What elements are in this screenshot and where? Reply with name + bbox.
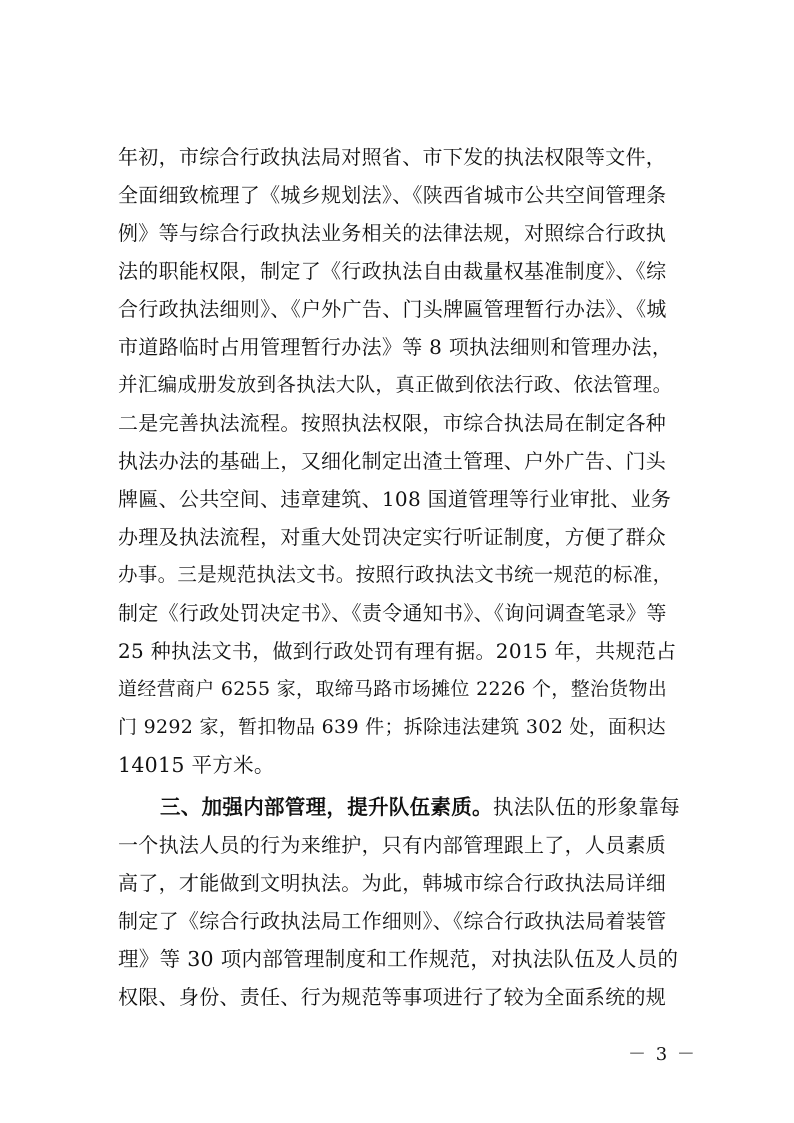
paragraph-line: 制定了《综合行政执法局工作细则》、《综合行政执法局着装管 [118, 909, 667, 933]
paragraph-line: 门 9292 家，暂扣物品 639 件；拆除违法建筑 302 处，面积达 [118, 716, 666, 738]
paragraph-line: 并汇编成册发放到各执法大队，真正做到依法行政、依法管理。 [118, 373, 673, 396]
section-three-first-line-text: 执法队伍的形象靠每 [492, 795, 681, 819]
paragraph-line: 执法办法的基础上，又细化制定出渣土管理、户外广告、门头 [118, 449, 667, 473]
paragraph-line: 市道路临时占用管理暂行办法》等 8 项执法细则和管理办法， [118, 335, 673, 359]
paragraph-line: 25 种执法文书，做到行政处罚有理有据。2015 年，共规范占 [118, 639, 677, 663]
paragraph-line: 法的职能权限，制定了《行政执法自由裁量权基准制度》、《综 [118, 259, 667, 283]
paragraph-line: 制定《行政处罚决定书》、《责令通知书》、《询问调查笔录》等 [118, 601, 667, 625]
paragraph-line: 办理及执法流程，对重大处罚决定实行听证制度，方便了群众 [118, 525, 667, 549]
paragraph-line: 全面细致梳理了《城乡规划法》、《陕西省城市公共空间管理条 [118, 183, 667, 207]
paragraph-line: 二是完善执法流程。按照执法权限，市综合执法局在制定各种 [118, 411, 667, 435]
paragraph-line: 例》等与综合行政执法业务相关的法律法规，对照综合行政执 [118, 221, 667, 245]
paragraph-line: 办事。三是规范执法文书。按照行政执法文书统一规范的标准， [118, 563, 673, 586]
paragraph-line: 道经营商户 6255 家，取缔马路市场摊位 2226 个，整治货物出 [118, 678, 668, 700]
paragraph-line: 一个执法人员的行为来维护，只有内部管理跟上了，人员素质 [118, 833, 667, 857]
paragraph-line: 牌匾、公共空间、违章建筑、108 国道管理等行业审批、业务 [118, 487, 672, 511]
paragraph-line: 年初，市综合行政执法局对照省、市下发的执法权限等文件， [118, 145, 667, 169]
section-three-first-line [160, 792, 680, 822]
paragraph-line: 合行政执法细则》、《户外广告、门头牌匾管理暂行办法》、《城 [118, 297, 667, 321]
paragraph-line: 高了，才能做到文明执法。为此，韩城市综合行政执法局详细 [118, 871, 667, 895]
paragraph-line: 权限、身份、责任、行为规范等事项进行了较为全面系统的规 [118, 985, 667, 1009]
paragraph-line: 理》等 30 项内部管理制度和工作规范，对执法队伍及人员的 [118, 947, 679, 971]
page-number: － 3 － [628, 1044, 697, 1065]
section-three-heading: 三、加强内部管理，提升队伍素质。 [160, 795, 493, 819]
paragraph-line: 14015 平方米。 [118, 753, 275, 777]
